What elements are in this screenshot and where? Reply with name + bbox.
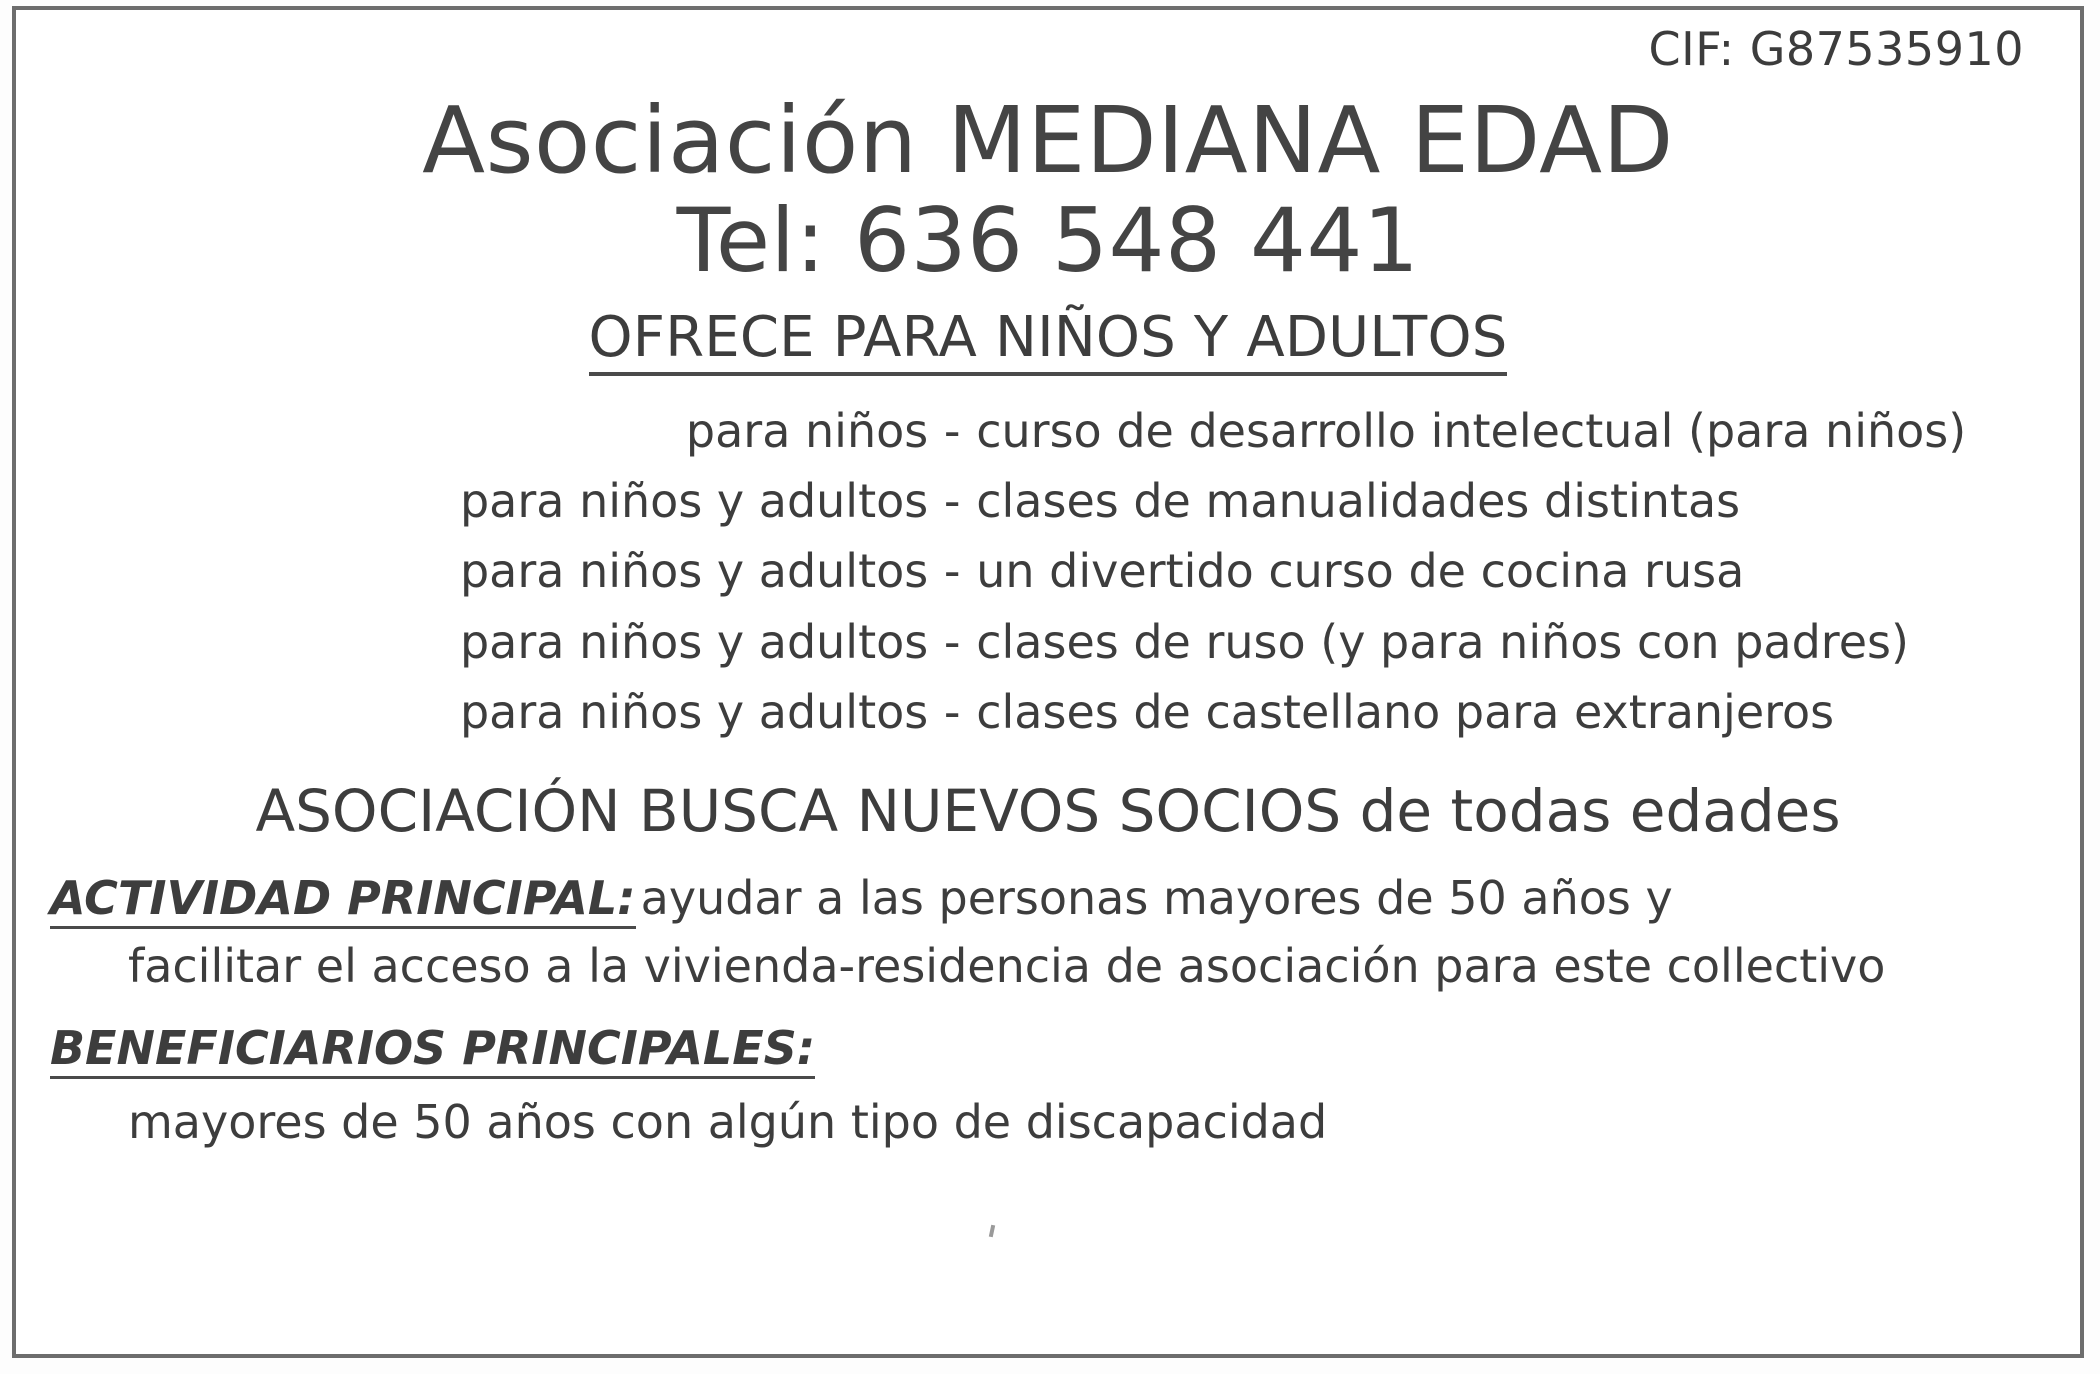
service-audience: para niños y adultos: [459, 474, 929, 529]
service-dash: -: [943, 614, 961, 669]
seeking-members-line: ASOCIACIÓN BUSCA NUEVOS SOCIOS de todas edades: [255, 777, 1841, 846]
flyer-content: [16, 10, 2080, 1354]
main-activity-block: [50, 871, 2046, 993]
main-activity-line: [50, 871, 2046, 925]
telephone-number: Tel: 636 548 441: [676, 188, 1420, 292]
table-row: [50, 466, 2046, 536]
table-row: [50, 536, 2046, 606]
service-description: clases de manualidades distintas: [976, 474, 1741, 529]
service-dash: -: [943, 474, 961, 529]
organization-name: Asociación MEDIANA EDAD: [422, 87, 1674, 194]
service-audience: para niños: [685, 403, 929, 458]
table-row: [50, 677, 2046, 747]
service-description: clases de castellano para extranjeros: [976, 684, 1835, 739]
cif-number: CIF: G87535910: [1648, 22, 2024, 76]
service-description: un divertido curso de cocina rusa: [976, 544, 1745, 599]
beneficiaries-label: BENEFICIARIOS PRINCIPALES:: [50, 1021, 815, 1079]
offer-heading-text: OFRECE PARA NIÑOS Y ADULTOS: [589, 305, 1508, 376]
service-description: clases de ruso (y para niños con padres): [976, 614, 1909, 669]
beneficiaries-text: mayores de 50 años con algún tipo de discapacidad: [128, 1095, 1328, 1150]
service-dash: -: [943, 544, 961, 599]
table-row: [50, 607, 2046, 677]
service-description: curso de desarrollo intelectual (para niños): [976, 403, 1967, 458]
table-row: [50, 396, 2046, 466]
service-audience: para niños y adultos: [459, 614, 929, 669]
main-activity-label: ACTIVIDAD PRINCIPAL:: [50, 871, 636, 929]
services-table: [50, 396, 2046, 747]
beneficiaries-label-line: [50, 1021, 2046, 1075]
main-activity-text: ayudar a las personas mayores de 50 años y: [640, 871, 1673, 926]
beneficiaries-block: [50, 1021, 2046, 1149]
service-audience: para niños y adultos: [459, 544, 929, 599]
service-audience: para niños y adultos: [459, 684, 929, 739]
main-activity-continuation: facilitar el acceso a la vivienda-residencia de asociación para este collectivo: [128, 939, 1886, 994]
offer-heading: [50, 305, 2046, 370]
service-dash: -: [943, 403, 961, 458]
service-dash: -: [943, 684, 961, 739]
